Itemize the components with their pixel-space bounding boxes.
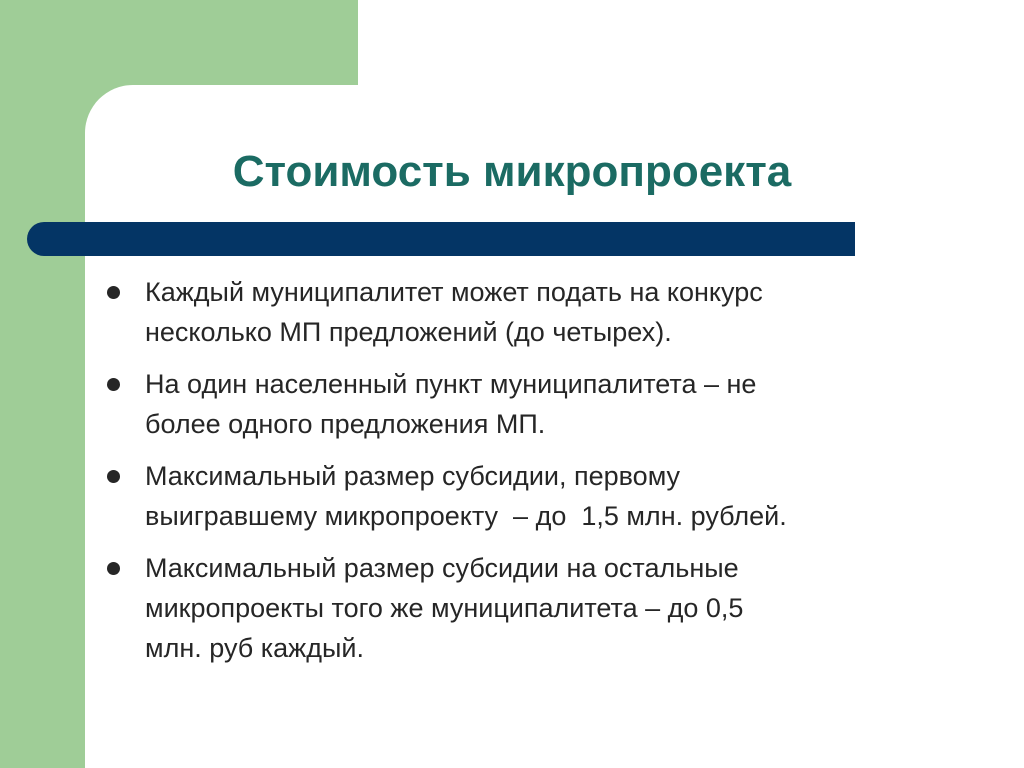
bullet-dot-icon <box>107 562 120 575</box>
bullet-line: Каждый муниципалитет может подать на конкурс <box>145 277 763 307</box>
bullet-line: Максимальный размер субсидии на остальные <box>145 553 739 583</box>
bullet-line: млн. руб каждый. <box>145 633 364 663</box>
bullet-dot-icon <box>107 470 120 483</box>
bullet-item-2 <box>104 364 984 444</box>
bullet-dot-icon <box>107 286 120 299</box>
slide-title: Стоимость микропроекта <box>232 147 792 196</box>
bullet-list <box>104 272 984 680</box>
bullet-line: микропроекты того же муниципалитета – до 0,5 <box>145 593 744 623</box>
bullet-item-3 <box>104 456 984 536</box>
bullet-line: Максимальный размер субсидии, первому <box>145 461 681 491</box>
bullet-line: На один населенный пункт муниципалитета – не <box>145 369 757 399</box>
title-underline-bar <box>27 222 855 256</box>
bullet-item-1 <box>104 272 984 352</box>
bullet-item-4 <box>104 548 984 668</box>
bullet-dot-icon <box>107 378 120 391</box>
bullet-line: более одного предложения МП. <box>145 409 546 439</box>
bullet-line: несколько МП предложений (до четырех). <box>145 317 672 347</box>
bullet-line: выигравшему микропроекту – до 1,5 млн. рублей. <box>145 501 787 531</box>
